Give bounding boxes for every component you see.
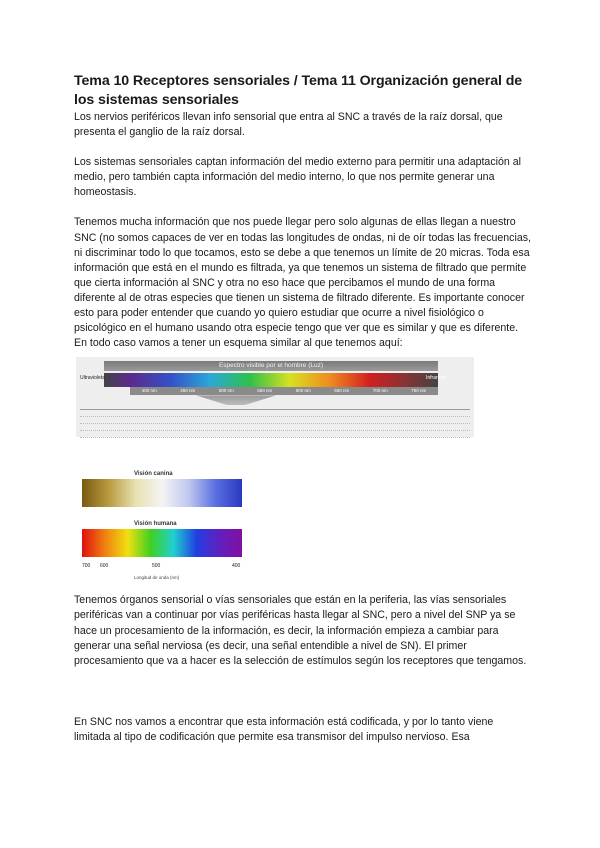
paragraph-4: Tenemos órganos sensorial o vías sensoriales que están en la periferia, las vías sensoriales periféricas van a continuar por vías periféricas hasta llegar al SNC, pero a nivel del SNP ya se hace un procesamiento de la información, es decir, la información empieza a cambiar para generar una señal nerviosa (es decir, una señal entendible a nivel de SN). El primer procesamiento que va a hacer es la selección de estímulos según los receptores que tengamos. <box>74 594 527 667</box>
spectrum-figure <box>74 357 532 593</box>
document-page <box>74 72 532 745</box>
spectrum-title: Espectro visible por el hombre (Luz) <box>104 361 438 371</box>
wavelength-tick: 400 nm <box>141 388 157 394</box>
wavelength-tick: 700 nm <box>372 388 388 394</box>
wavelength-tick: 750 nm <box>411 388 427 394</box>
vision-ticks <box>82 559 242 571</box>
document-title: Tema 10 Receptores sensoriales / Tema 11 Organización general de los sistemas sensoriales <box>74 73 523 108</box>
wavelength-tick: 500 nm <box>218 388 234 394</box>
visible-band <box>130 373 370 387</box>
canine-vision-bar <box>82 479 242 507</box>
paragraph-5: En SNC nos vamos a encontrar que esta información está codificada, y por lo tanto viene limitada al tipo de codificación que permite esa transmisor del impulso nervioso. Esa <box>74 715 494 743</box>
tick-label: 400 <box>232 563 241 570</box>
paragraph-1: Los nervios periféricos llevan info sensorial que entra al SNC a través de la raíz dorsal, que presenta el ganglio de la raíz dorsal. <box>74 111 503 139</box>
electromagnetic-spectrum-diagram <box>76 357 474 437</box>
human-vision-bar <box>82 529 242 557</box>
ir-label: Infrarrojo <box>426 375 447 382</box>
tick-label: 600 <box>100 563 109 570</box>
paragraph-3: Tenemos mucha información que nos puede llegar pero solo algunas de ellas llegan a nuestro SNC (no somos capaces de ver en todas las longitudes de ondas, ni de oír todas las frecuencias, ni discriminar todo lo que tocamos, esto se debe a que tenemos un límite de 20 micras. Toda esa información que está en el mundo es filtrada, ya que tenemos un sistema de filtrado que permite que cierta información al SNC y otra no eso hace que percibamos el mundo de una forma diferente al de otras especies que tienen un sistema de filtrado diferente. Es importante conocer esto para poder entender que cuando yo quiero estudiar que ocurre a nivel fisiológico o psicológico en el humano usando otra especie tengo que ver que es similar y que es diferente. En todo caso vamos a tener un esquema similar al que tenemos aquí: <box>74 216 531 350</box>
wavelength-tick: 600 nm <box>295 388 311 394</box>
uv-label: Ultravioleta <box>80 375 106 382</box>
uv-band <box>104 373 130 387</box>
wavelength-tick: 550 nm <box>257 388 273 394</box>
spectrum-funnel <box>196 395 276 405</box>
canine-vision-label: Visión canina <box>134 471 173 478</box>
wavelength-tick: 650 nm <box>334 388 350 394</box>
spectrum-scale-rows <box>80 409 470 436</box>
human-vision-label: Visión humana <box>134 521 177 528</box>
wavelength-axis-label: Longitud de onda (nm) <box>134 575 180 581</box>
paragraph-2: Los sistemas sensoriales captan información del medio externo para permitir una adaptación al medio, pero también capta información del medio interno, lo que nos permite generar una homeostasis. <box>74 156 521 199</box>
tick-label: 500 <box>152 563 161 570</box>
tick-label: 700 <box>82 563 91 570</box>
wavelength-tick: 450 nm <box>180 388 196 394</box>
wavelength-scale <box>130 387 438 395</box>
